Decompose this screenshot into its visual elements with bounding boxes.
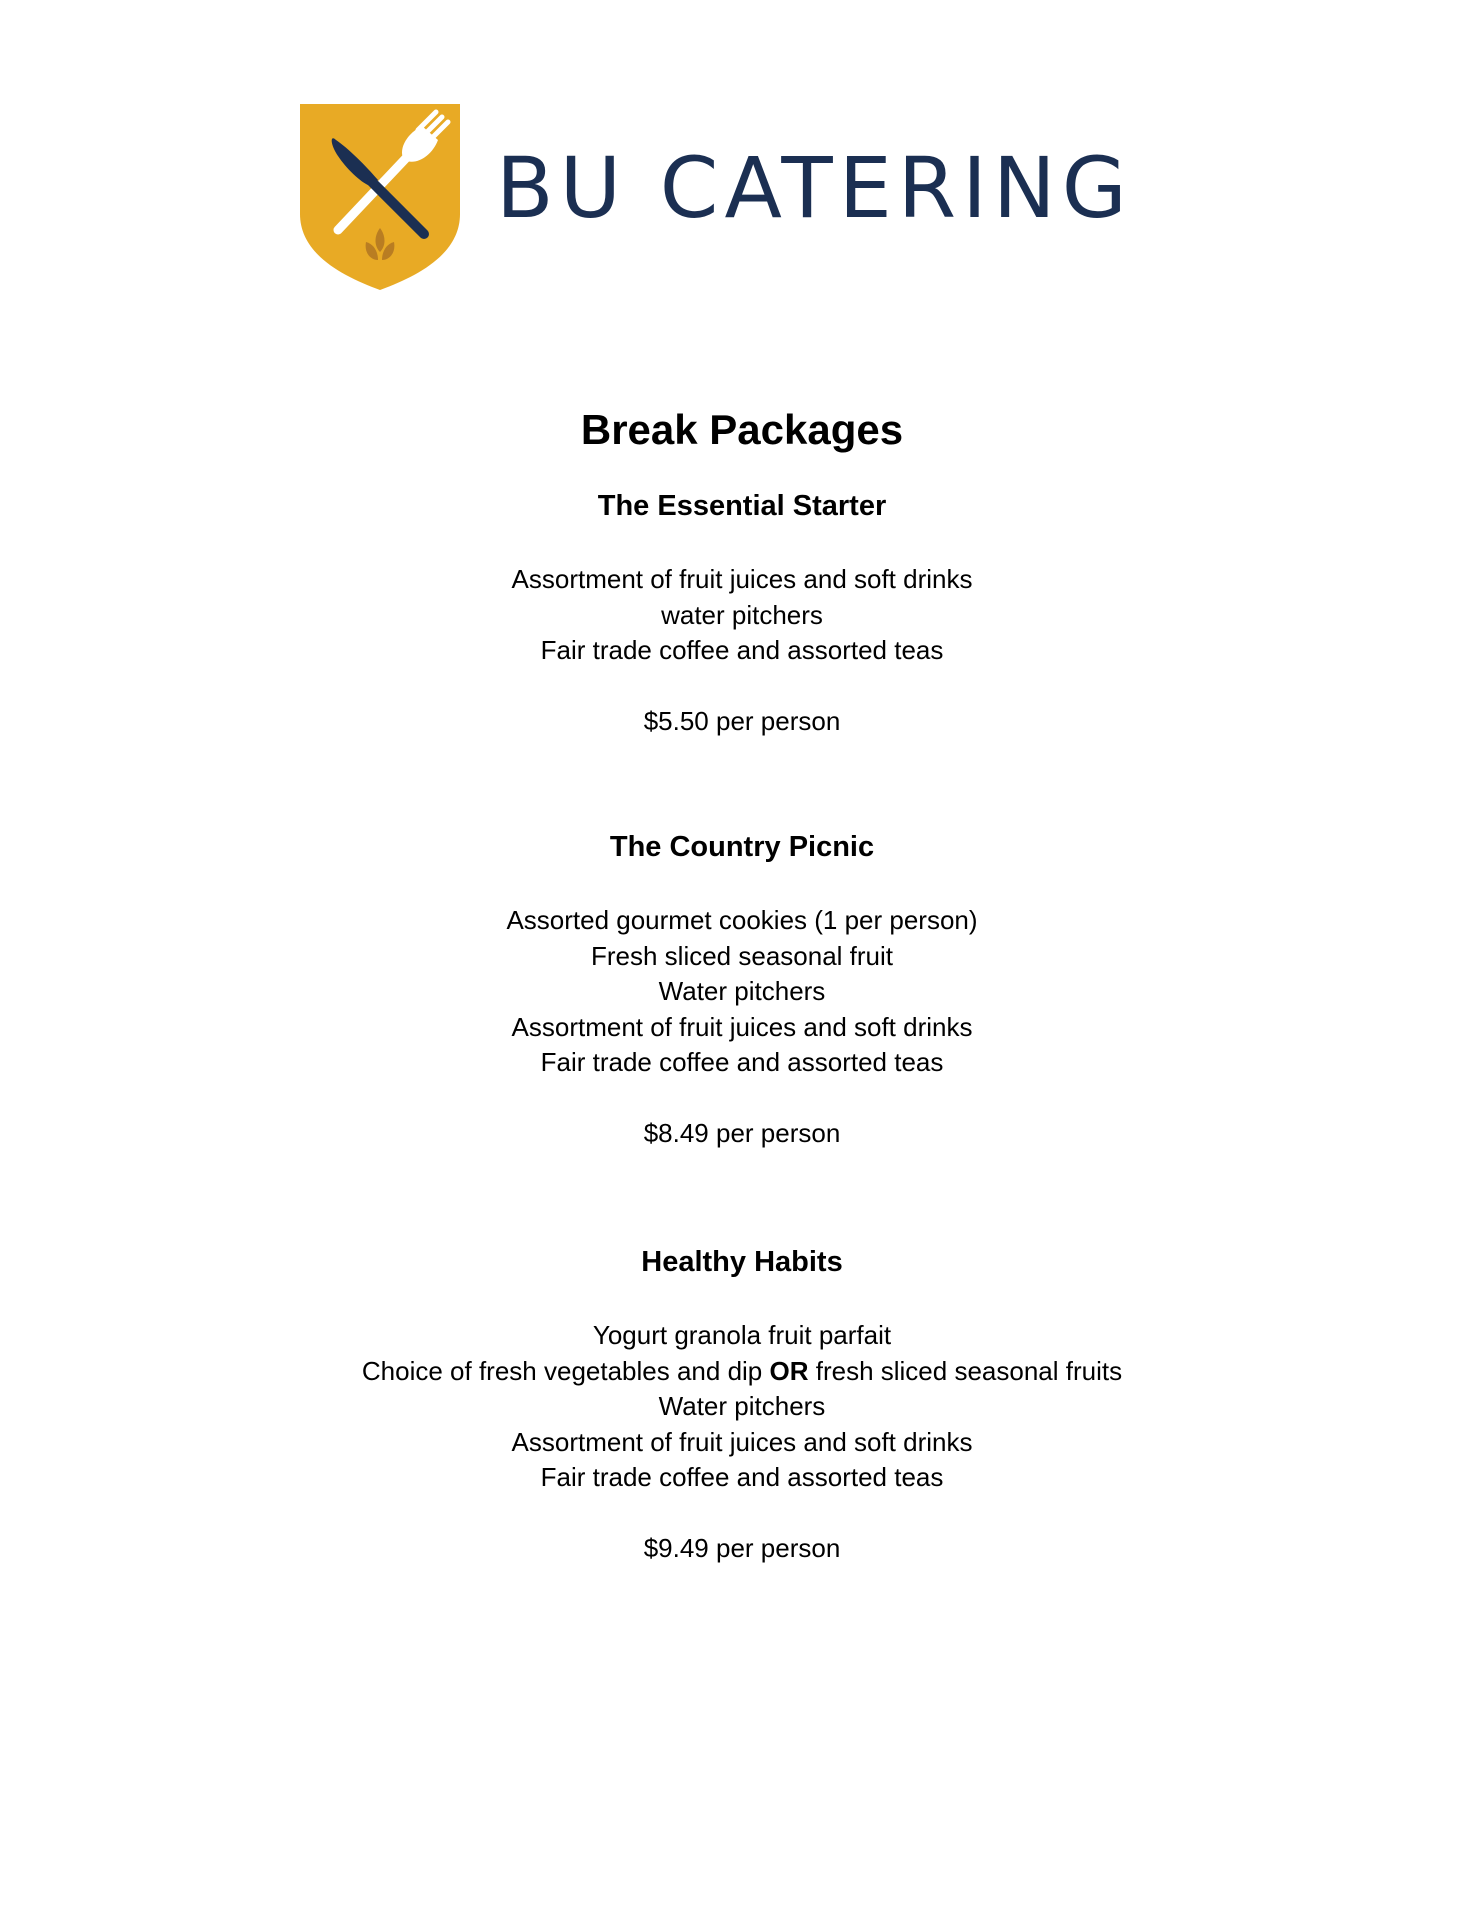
package-country-picnic: [0, 827, 1484, 1151]
item-list: [0, 903, 1484, 1081]
list-item: [0, 1354, 1484, 1390]
menu-content: [0, 400, 1484, 1566]
header: [300, 104, 1200, 294]
brand-name: BU CATERING: [496, 139, 1133, 237]
list-item: Fresh sliced seasonal fruit: [590, 940, 894, 971]
package-essential-starter: [0, 486, 1484, 739]
list-item: Fair trade coffee and assorted teas: [540, 1462, 944, 1492]
list-item: Fair trade coffee and assorted teas: [540, 1047, 944, 1077]
choice-text-after: fresh sliced seasonal fruits: [808, 1355, 1123, 1386]
list-item: Assortment of fruit juices and soft drinks: [511, 564, 973, 594]
list-item: Assortment of fruit juices and soft drinks: [511, 1011, 973, 1042]
list-item: Water pitchers: [658, 976, 826, 1006]
list-item: Water pitchers: [658, 1391, 826, 1421]
package-title: Healthy Habits: [641, 1246, 843, 1278]
item-list: [0, 1318, 1484, 1496]
package-price: $9.49 per person: [643, 1532, 841, 1563]
choice-or-emphasis: OR: [769, 1355, 809, 1386]
page-title: Break Packages: [580, 406, 904, 453]
list-item: Assorted gourmet cookies (1 per person): [506, 905, 978, 935]
package-price: $5.50 per person: [643, 705, 841, 736]
shield-icon: [300, 104, 460, 290]
item-list: [0, 562, 1484, 669]
choice-text-before: Choice of fresh vegetables and dip: [361, 1355, 770, 1386]
package-title: The Essential Starter: [597, 490, 887, 522]
package-healthy-habits: [0, 1242, 1484, 1566]
package-title: The Country Picnic: [609, 831, 875, 863]
list-item: water pitchers: [661, 599, 823, 630]
list-item: Fair trade coffee and assorted teas: [540, 635, 944, 665]
package-price: $8.49 per person: [643, 1117, 841, 1148]
list-item: Yogurt granola fruit parfait: [592, 1320, 892, 1350]
list-item: Assortment of fruit juices and soft drinks: [511, 1426, 973, 1457]
